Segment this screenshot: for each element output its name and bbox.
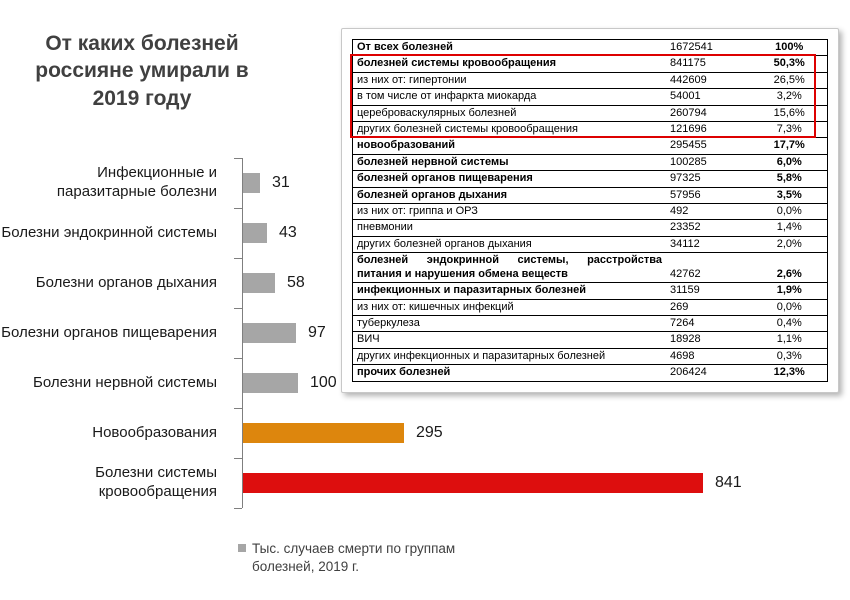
deaths-cell: 1672541 bbox=[666, 40, 752, 56]
bar bbox=[243, 173, 260, 193]
percent-cell: 1,1% bbox=[752, 332, 828, 348]
cause-cell: От всех болезней bbox=[353, 40, 667, 56]
cause-cell: болезней эндокринной системы, расстройства питания и нарушения обмена веществ bbox=[353, 253, 667, 283]
cause-cell: из них от: гриппа и ОРЗ bbox=[353, 204, 667, 220]
bar-value-label: 58 bbox=[287, 274, 305, 291]
chart-category-row bbox=[0, 408, 770, 458]
cause-cell: болезней органов дыхания bbox=[353, 187, 667, 203]
tick-mark bbox=[234, 408, 242, 409]
bar bbox=[243, 323, 296, 343]
cause-cell: инфекционных и паразитарных болезней bbox=[353, 283, 667, 299]
percent-cell: 0,0% bbox=[752, 299, 828, 315]
deaths-cell: 260794 bbox=[666, 105, 752, 121]
bar bbox=[243, 223, 267, 243]
deaths-cell: 54001 bbox=[666, 89, 752, 105]
percent-cell: 3,2% bbox=[752, 89, 828, 105]
table-row bbox=[353, 220, 828, 236]
deaths-cell: 31159 bbox=[666, 283, 752, 299]
deaths-cell: 97325 bbox=[666, 171, 752, 187]
category-label: Болезни эндокринной системы bbox=[1, 223, 217, 241]
deaths-cell: 34112 bbox=[666, 236, 752, 252]
percent-cell: 6,0% bbox=[752, 154, 828, 170]
table-row bbox=[353, 138, 828, 154]
deaths-cell: 841175 bbox=[666, 56, 752, 72]
table-row bbox=[353, 72, 828, 88]
tick-mark bbox=[234, 508, 242, 509]
category-label: Болезни системы кровообращения bbox=[95, 464, 217, 500]
category-axis-line bbox=[242, 158, 243, 508]
bar-value-label: 31 bbox=[272, 174, 290, 191]
deaths-cell: 57956 bbox=[666, 187, 752, 203]
tick-mark bbox=[234, 258, 242, 259]
deaths-cell: 7264 bbox=[666, 315, 752, 331]
table-row bbox=[353, 253, 828, 283]
table-row bbox=[353, 348, 828, 364]
percent-cell: 0,4% bbox=[752, 315, 828, 331]
percent-cell: 3,5% bbox=[752, 187, 828, 203]
category-label: Болезни нервной системы bbox=[33, 373, 217, 391]
bar-value-label: 100 bbox=[310, 374, 337, 391]
deaths-cell: 206424 bbox=[666, 365, 752, 381]
bar-value-label: 841 bbox=[715, 474, 742, 491]
cause-cell: болезней органов пищеварения bbox=[353, 171, 667, 187]
cause-cell: болезней нервной системы bbox=[353, 154, 667, 170]
legend-label: Тыс. случаев смерти по группам болезней, 2019 г. bbox=[252, 541, 456, 574]
deaths-cell: 100285 bbox=[666, 154, 752, 170]
chart-legend bbox=[238, 540, 508, 575]
cause-cell: в том числе от инфаркта миокарда bbox=[353, 89, 667, 105]
bar-value-label: 43 bbox=[279, 224, 297, 241]
table-row bbox=[353, 204, 828, 220]
table-row bbox=[353, 187, 828, 203]
deaths-cell: 23352 bbox=[666, 220, 752, 236]
tick-mark bbox=[234, 358, 242, 359]
deaths-cell: 269 bbox=[666, 299, 752, 315]
percent-cell: 1,9% bbox=[752, 283, 828, 299]
deaths-cell: 42762 bbox=[666, 253, 752, 283]
statistics-table-card bbox=[341, 28, 839, 393]
deaths-cell: 295455 bbox=[666, 138, 752, 154]
bar-value-label: 97 bbox=[308, 324, 326, 341]
table-row bbox=[353, 283, 828, 299]
table-row bbox=[353, 122, 828, 138]
page-title: От каких болезней россияне умирали в 2019 году bbox=[35, 32, 249, 110]
statistics-table bbox=[352, 39, 828, 382]
cause-cell: болезней системы кровообращения bbox=[353, 56, 667, 72]
table-row bbox=[353, 171, 828, 187]
table-row bbox=[353, 89, 828, 105]
cause-cell: других инфекционных и паразитарных болезней bbox=[353, 348, 667, 364]
percent-cell: 1,4% bbox=[752, 220, 828, 236]
category-label: Новообразования bbox=[92, 423, 217, 441]
tick-mark bbox=[234, 308, 242, 309]
percent-cell: 7,3% bbox=[752, 122, 828, 138]
tick-mark bbox=[234, 208, 242, 209]
percent-cell: 5,8% bbox=[752, 171, 828, 187]
deaths-cell: 442609 bbox=[666, 72, 752, 88]
legend-marker-icon bbox=[238, 544, 246, 552]
cause-cell: из них от: кишечных инфекций bbox=[353, 299, 667, 315]
cause-cell: других болезней системы кровообращения bbox=[353, 122, 667, 138]
bar-track bbox=[230, 408, 770, 458]
category-label: Болезни органов пищеварения bbox=[1, 323, 217, 341]
cause-cell: новообразований bbox=[353, 138, 667, 154]
table-row bbox=[353, 315, 828, 331]
cause-cell: ВИЧ bbox=[353, 332, 667, 348]
cause-cell: из них от: гипертонии bbox=[353, 72, 667, 88]
chart-category-row bbox=[0, 458, 770, 508]
bar bbox=[243, 473, 703, 493]
table-row bbox=[353, 56, 828, 72]
deaths-cell: 18928 bbox=[666, 332, 752, 348]
table-row bbox=[353, 365, 828, 381]
table-row bbox=[353, 105, 828, 121]
percent-cell: 2,6% bbox=[752, 253, 828, 283]
table-row bbox=[353, 236, 828, 252]
bar bbox=[243, 373, 298, 393]
statistics-table-wrap bbox=[352, 39, 828, 382]
percent-cell: 0,3% bbox=[752, 348, 828, 364]
table-row bbox=[353, 332, 828, 348]
percent-cell: 50,3% bbox=[752, 56, 828, 72]
bar-track bbox=[230, 458, 770, 508]
deaths-cell: 4698 bbox=[666, 348, 752, 364]
percent-cell: 15,6% bbox=[752, 105, 828, 121]
cause-cell: цереброваскулярных болезней bbox=[353, 105, 667, 121]
percent-cell: 12,3% bbox=[752, 365, 828, 381]
percent-cell: 100% bbox=[752, 40, 828, 56]
table-row bbox=[353, 154, 828, 170]
bar bbox=[243, 423, 404, 443]
deaths-cell: 492 bbox=[666, 204, 752, 220]
bar-value-label: 295 bbox=[416, 424, 443, 441]
tick-mark bbox=[234, 158, 242, 159]
category-label: Болезни органов дыхания bbox=[35, 273, 217, 291]
table-row bbox=[353, 40, 828, 56]
bar bbox=[243, 273, 275, 293]
cause-cell: других болезней органов дыхания bbox=[353, 236, 667, 252]
cause-cell: туберкулеза bbox=[353, 315, 667, 331]
cause-cell: прочих болезней bbox=[353, 365, 667, 381]
percent-cell: 2,0% bbox=[752, 236, 828, 252]
percent-cell: 26,5% bbox=[752, 72, 828, 88]
tick-mark bbox=[234, 458, 242, 459]
deaths-cell: 121696 bbox=[666, 122, 752, 138]
category-label: Инфекционные и паразитарные болезни bbox=[56, 164, 217, 200]
table-row bbox=[353, 299, 828, 315]
cause-cell: пневмонии bbox=[353, 220, 667, 236]
percent-cell: 17,7% bbox=[752, 138, 828, 154]
percent-cell: 0,0% bbox=[752, 204, 828, 220]
